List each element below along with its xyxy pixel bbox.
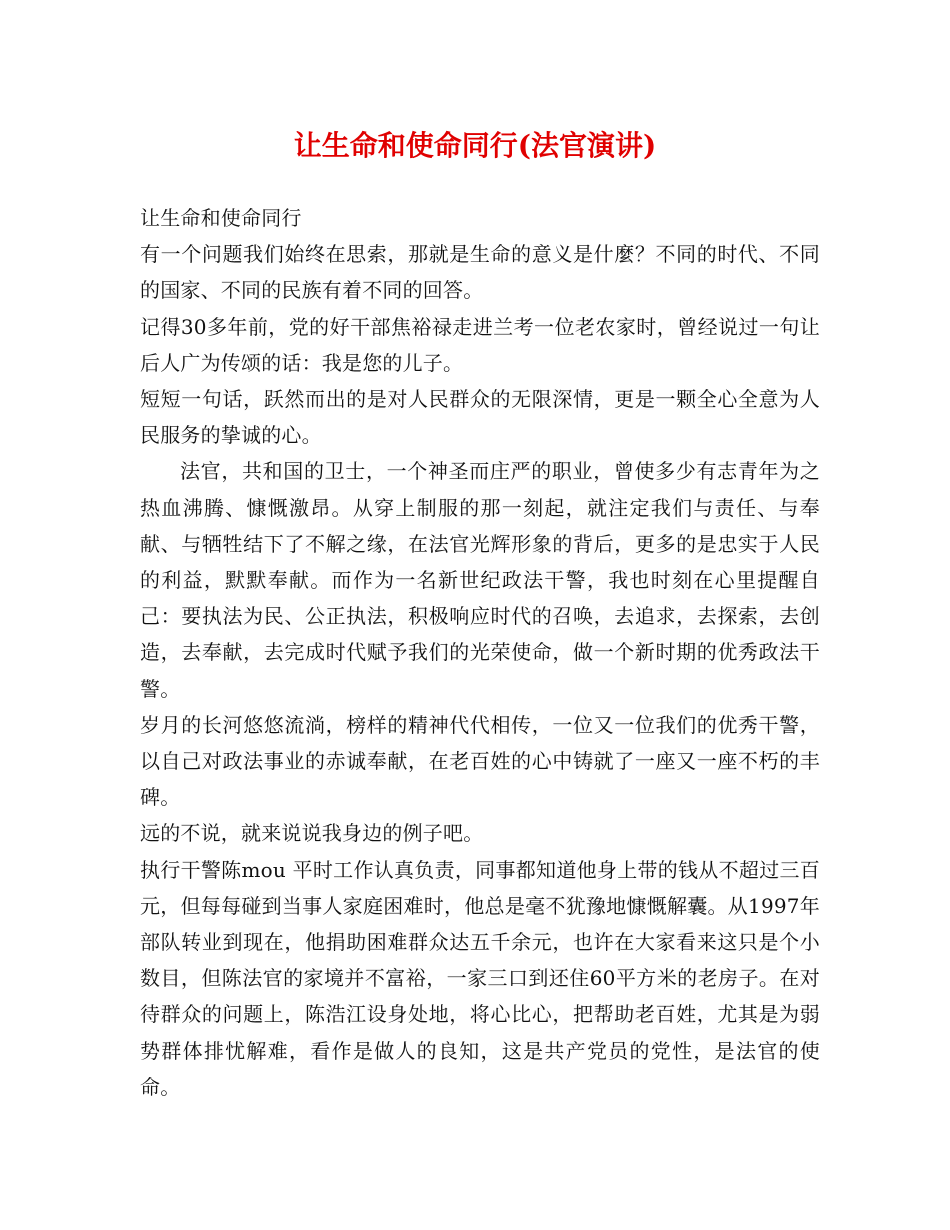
paragraph: 执行干警陈mou 平时工作认真负责，同事都知道他身上带的钱从不超过三百元，但每每碰到当事人家庭困难时，他总是毫不犹豫地慷慨解囊。从1997年部队转业到现在，他捐助困难群众达五千余元，也许在大家看来这只是个小数目，但陈法官的家境并不富裕，一家三口到还住60平方米的老房子。在对待群众的问题上，陈浩江设身处地，将心比心，把帮助老百姓，尤其是为弱势群体排忧解难，看作是做人的良知，这是共产党员的党性，是法官的使命。 xyxy=(140,857,820,1099)
document-body xyxy=(140,200,820,1105)
paragraph: 远的不说，就来说说我身边的例子吧。 xyxy=(140,821,484,846)
paragraph: 短短一句话，跃然而出的是对人民群众的无限深情，更是一颗全心全意为人民服务的挚诚的心。 xyxy=(140,387,820,448)
document-title: 让生命和使命同行(法官演讲) xyxy=(293,129,657,162)
paragraph: 记得30多年前，党的好干部焦裕禄走进兰考一位老农家时，曾经说过一句让后人广为传颂的话：我是您的儿子。 xyxy=(140,314,820,375)
paragraph: 岁月的长河悠悠流淌，榜样的精神代代相传，一位又一位我们的优秀干警，以自己对政法事业的赤诚奉献，在老百姓的心中铸就了一座又一座不朽的丰碑。 xyxy=(140,712,820,810)
paragraph: 法官，共和国的卫士，一个神圣而庄严的职业，曾使多少有志青年为之热血沸腾、慷慨激昂。从穿上制服的那一刻起，就注定我们与责任、与奉献、与牺牲结下了不解之缘，在法官光辉形象的背后，更多的是忠实于人民的利益，默默奉献。而作为一名新世纪政法干警，我也时刻在心里提醒自己：要执法为民、公正执法，积极响应时代的召唤，去追求，去探索，去创造，去奉献，去完成时代赋予我们的光荣使命，做一个新时期的优秀政法干警。 xyxy=(140,459,820,701)
paragraph: 有一个问题我们始终在思索，那就是生命的意义是什麼？不同的时代、不同的国家、不同的民族有着不同的回答。 xyxy=(140,242,820,303)
paragraph-subtitle: 让生命和使命同行 xyxy=(140,206,302,230)
